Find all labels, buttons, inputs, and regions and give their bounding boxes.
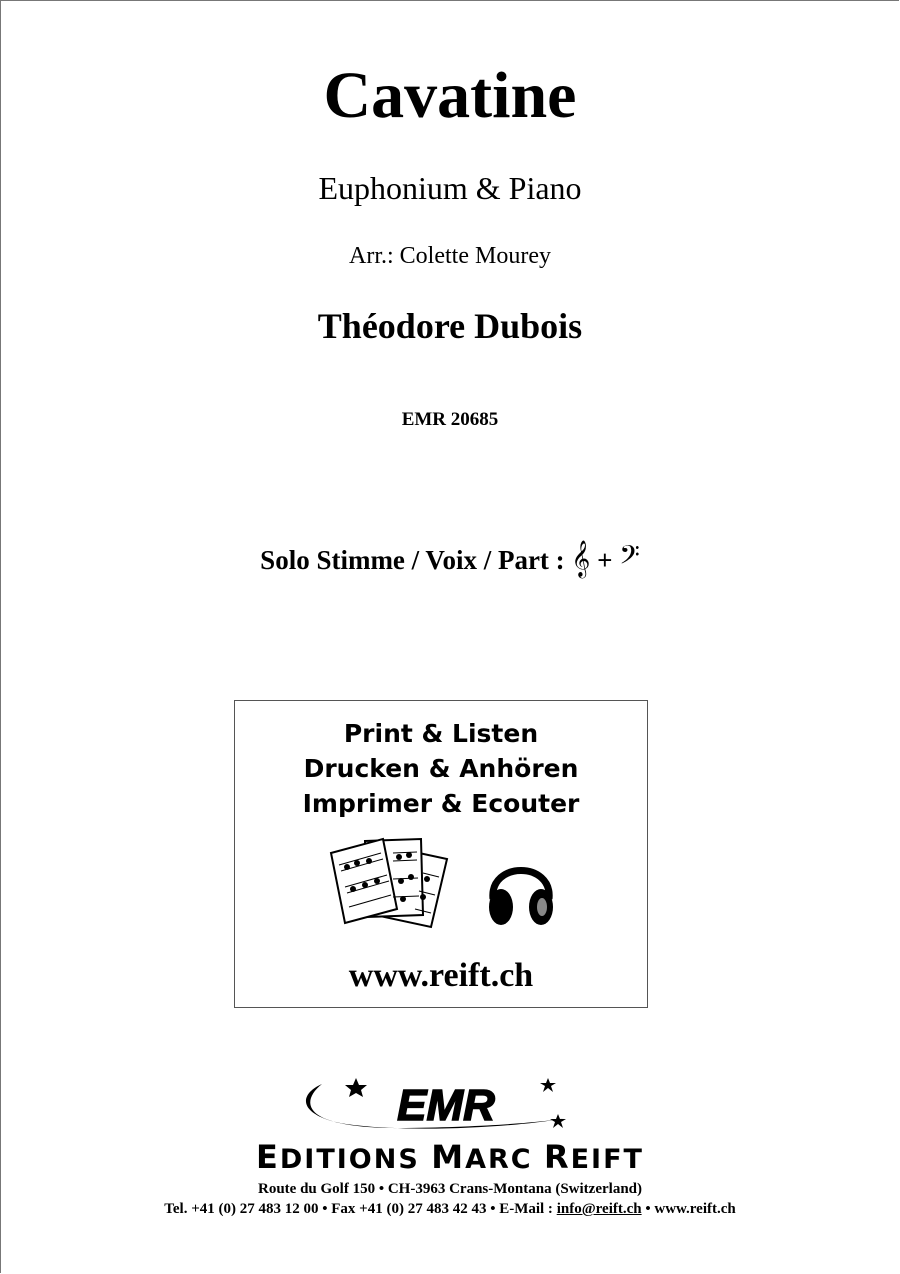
emr-logo bbox=[296, 1074, 586, 1144]
publisher-word-ditions: DITIONS bbox=[279, 1144, 432, 1175]
composer: Théodore Dubois bbox=[317, 306, 583, 346]
sheet-music-icon bbox=[327, 835, 457, 931]
publisher-initial-e: E bbox=[256, 1138, 280, 1176]
promo-line-german: Drucken & Anhören bbox=[303, 754, 579, 783]
publisher-contact bbox=[0, 1199, 900, 1219]
logo-text: EMR bbox=[397, 1081, 495, 1130]
publisher-word-arc: ARC bbox=[465, 1144, 544, 1175]
bass-clef-icon: 𝄢 bbox=[619, 539, 640, 577]
part-plus: + bbox=[597, 545, 613, 575]
publisher-word-eift: EIFT bbox=[570, 1144, 644, 1175]
promo-url: www.reift.ch bbox=[348, 957, 534, 994]
part-line bbox=[0, 538, 900, 580]
publisher-initial-m: M bbox=[431, 1138, 466, 1176]
promo-line-french: Imprimer & Ecouter bbox=[302, 789, 580, 818]
instrumentation: Euphonium & Piano bbox=[318, 170, 582, 206]
contact-phone-fax: Tel. +41 (0) 27 483 12 00 • Fax +41 (0) 27 483 42 43 • E-Mail : bbox=[164, 1201, 557, 1217]
publisher-name bbox=[0, 1140, 900, 1177]
part-label: Solo Stimme / Voix / Part : bbox=[260, 545, 565, 575]
arranger: Arr.: Colette Mourey bbox=[349, 243, 551, 269]
treble-clef-icon: 𝄞 bbox=[571, 539, 591, 577]
publisher-initial-r: R bbox=[543, 1138, 571, 1176]
headphones-icon bbox=[485, 851, 557, 931]
catalog-number: EMR 20685 bbox=[401, 409, 499, 430]
publisher-address: Route du Golf 150 • CH-3963 Crans-Montana (Switzerland) bbox=[258, 1181, 642, 1197]
promo-line-english: Print & Listen bbox=[343, 719, 539, 748]
print-listen-box bbox=[234, 700, 648, 1008]
contact-website: • www.reift.ch bbox=[641, 1201, 736, 1217]
email-link[interactable]: info@reift.ch bbox=[556, 1201, 642, 1217]
score-title: Cavatine bbox=[323, 59, 577, 132]
